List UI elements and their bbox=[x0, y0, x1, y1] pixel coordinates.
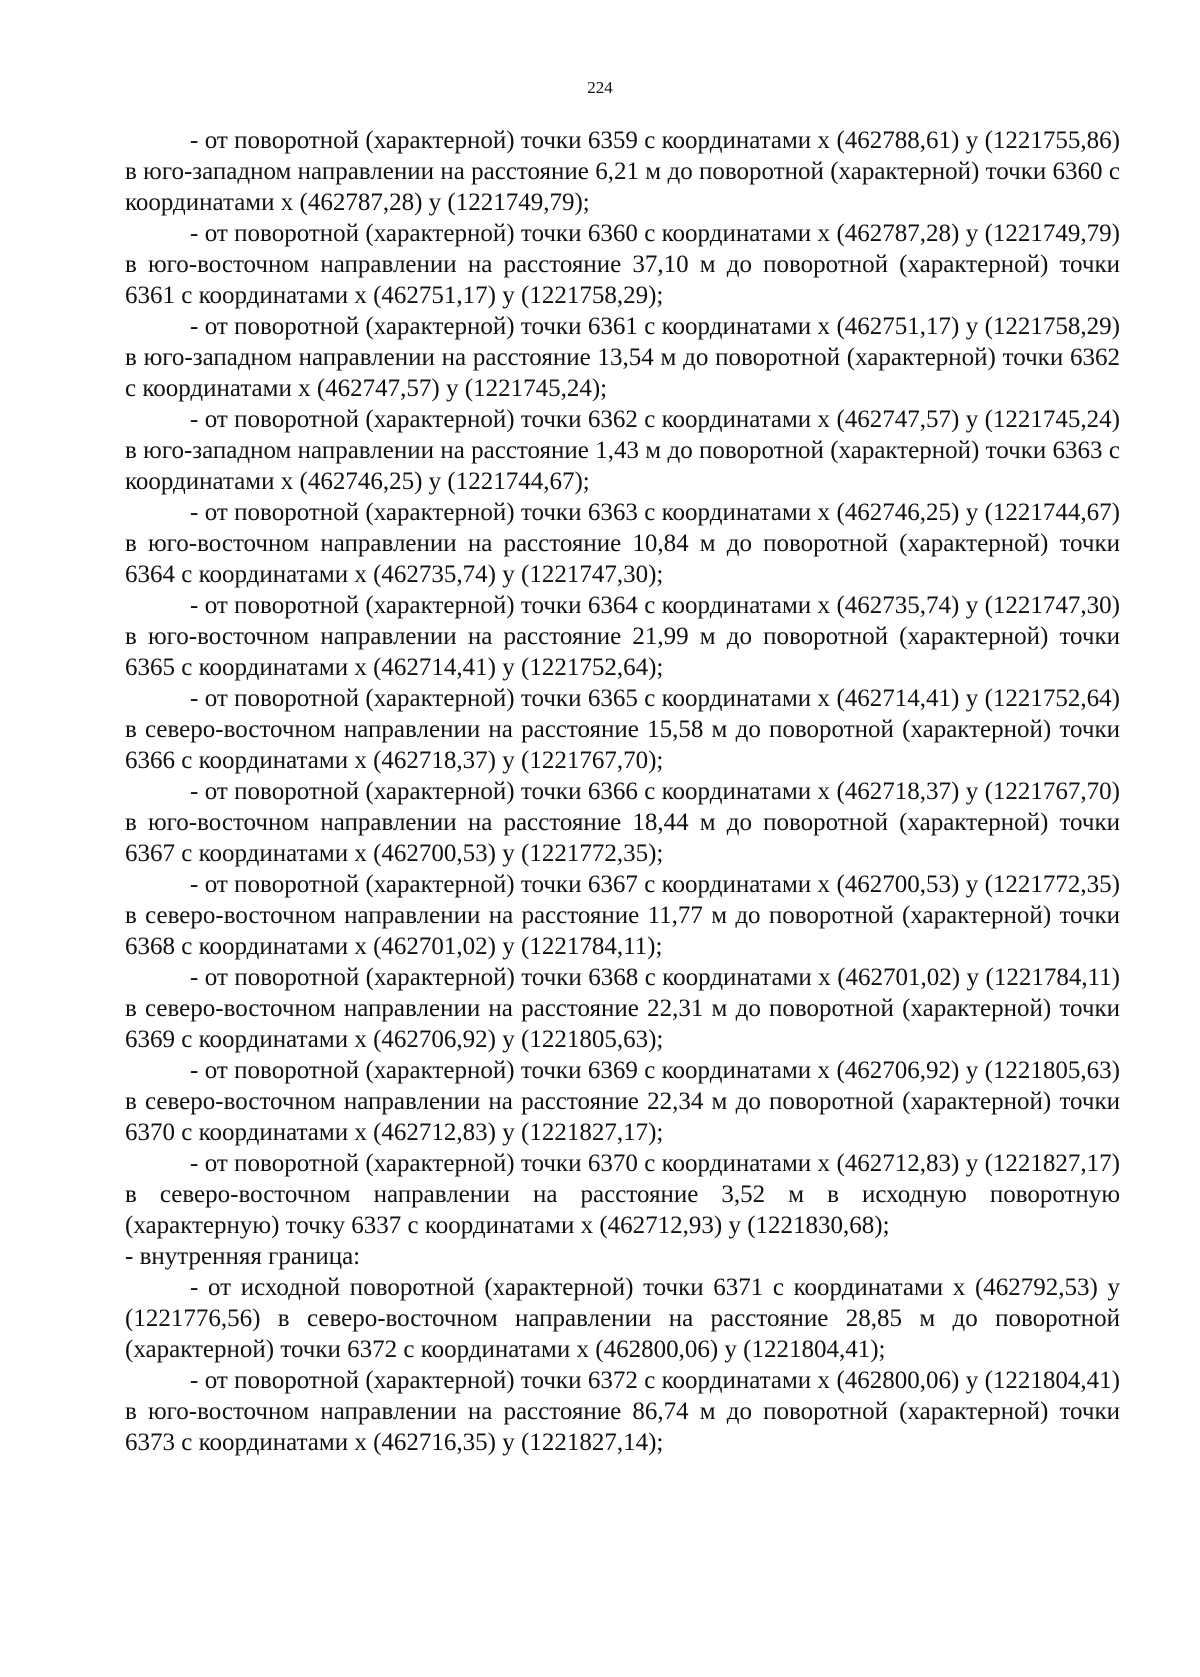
boundary-segment-6367-6368: - от поворотной (характерной) точки 6367 с координатами x (462700,53) y (1221772,35) в северо-восточном направлении на расстояние 11,77 м до поворотной (характерной) точки 6368 с координатами x (462701,02) y (1221784,11); bbox=[125, 871, 1120, 960]
boundary-segment-6361-6362: - от поворотной (характерной) точки 6361 с координатами x (462751,17) y (1221758,29) в юго-западном направлении на расстояние 13,54 м до поворотной (характерной) точки 6362 с координатами x (462747,57) y (1221745,24); bbox=[125, 313, 1120, 402]
boundary-segment-6369-6370: - от поворотной (характерной) точки 6369 с координатами x (462706,92) y (1221805,63) в северо-восточном направлении на расстояние 22,34 м до поворотной (характерной) точки 6370 с координатами x (462712,83) y (1221827,17); bbox=[125, 1057, 1120, 1146]
boundary-segment-6359-6360: - от поворотной (характерной) точки 6359 с координатами x (462788,61) y (1221755,86) в юго-западном направлении на расстояние 6,21 м до поворотной (характерной) точки 6360 с координатами x (462787,28) y (1221749,79); bbox=[125, 127, 1120, 216]
boundary-segment-6363-6364: - от поворотной (характерной) точки 6363 с координатами x (462746,25) y (1221744,67) в юго-восточном направлении на расстояние 10,84 м до поворотной (характерной) точки 6364 с координатами x (462735,74) y (1221747,30); bbox=[125, 499, 1120, 588]
boundary-segment-6364-6365: - от поворотной (характерной) точки 6364 с координатами x (462735,74) y (1221747,30) в юго-восточном направлении на расстояние 21,99 м до поворотной (характерной) точки 6365 с координатами x (462714,41) y (1221752,64); bbox=[125, 592, 1120, 681]
boundary-segment-6360-6361: - от поворотной (характерной) точки 6360 с координатами x (462787,28) y (1221749,79) в юго-восточном направлении на расстояние 37,10 м до поворотной (характерной) точки 6361 с координатами x (462751,17) y (1221758,29); bbox=[125, 220, 1120, 309]
page-number: 224 bbox=[587, 78, 613, 97]
inner-boundary-heading: - внутренняя граница: bbox=[125, 1243, 361, 1270]
boundary-segment-6368-6369: - от поворотной (характерной) точки 6368 с координатами x (462701,02) y (1221784,11) в северо-восточном направлении на расстояние 22,31 м до поворотной (характерной) точки 6369 с координатами x (462706,92) y (1221805,63); bbox=[125, 964, 1120, 1053]
boundary-segment-6371-6372: - от исходной поворотной (характерной) точки 6371 с координатами x (462792,53) y (1221776,56) в северо-восточном направлении на расстояние 28,85 м до поворотной (характерной) точки 6372 с координатами x (462800,06) y (1221804,41); bbox=[125, 1274, 1120, 1363]
boundary-segment-6365-6366: - от поворотной (характерной) точки 6365 с координатами x (462714,41) y (1221752,64) в северо-восточном направлении на расстояние 15,58 м до поворотной (характерной) точки 6366 с координатами x (462718,37) y (1221767,70); bbox=[125, 685, 1120, 774]
boundary-segment-6370-6337: - от поворотной (характерной) точки 6370 с координатами x (462712,83) y (1221827,17) в северо-восточном направлении на расстояние 3,52 м в исходную поворотную (характерную) точку 6337 с координатами x (462712,93) y (1221830,68); bbox=[125, 1150, 1120, 1239]
document-body bbox=[125, 125, 1120, 1458]
boundary-segment-6366-6367: - от поворотной (характерной) точки 6366 с координатами x (462718,37) y (1221767,70) в юго-восточном направлении на расстояние 18,44 м до поворотной (характерной) точки 6367 с координатами x (462700,53) y (1221772,35); bbox=[125, 778, 1120, 867]
boundary-segment-6362-6363: - от поворотной (характерной) точки 6362 с координатами x (462747,57) y (1221745,24) в юго-западном направлении на расстояние 1,43 м до поворотной (характерной) точки 6363 с координатами x (462746,25) y (1221744,67); bbox=[125, 406, 1120, 495]
boundary-segment-6372-6373: - от поворотной (характерной) точки 6372 с координатами x (462800,06) y (1221804,41) в юго-восточном направлении на расстояние 86,74 м до поворотной (характерной) точки 6373 с координатами x (462716,35) y (1221827,14); bbox=[125, 1367, 1120, 1456]
